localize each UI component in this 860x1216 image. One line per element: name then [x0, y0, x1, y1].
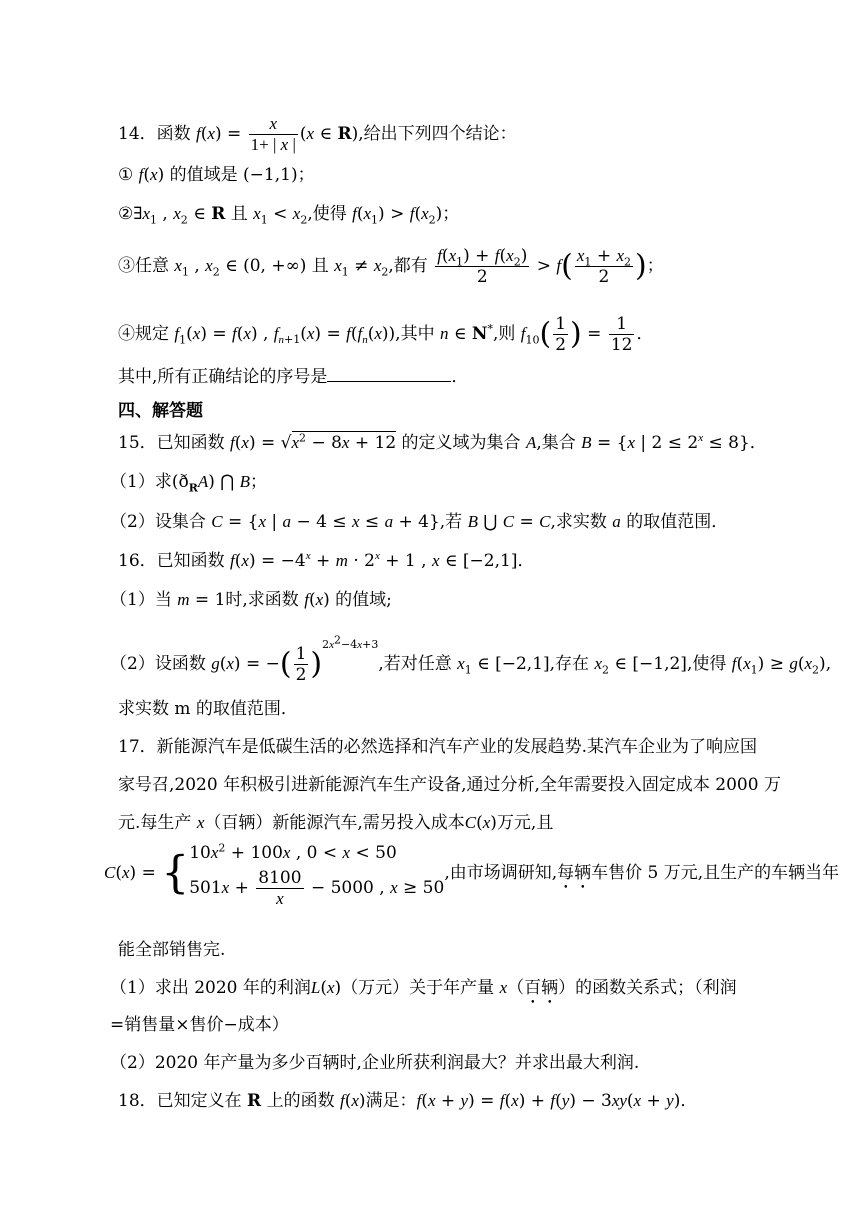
- q14-conclusion-4: ④规定 $f_1(x) = f(x)$ , $f_{n+1}(x) = f(f_n(x))$,其中 n ∈ N*,则 $f_{10}$( $\frac{1}{2}$ ) = $\frac{1}{12}$ ．: [118, 314, 654, 355]
- q15-part-1: （1）求$(ð_RA)$ ⋂ B；: [110, 472, 268, 495]
- q17-line-3: 元.每生产 x（百辆）新能源汽车,需另投入成本C(x)万元,且: [118, 813, 554, 833]
- section-title: 四、解答题: [118, 401, 203, 421]
- q17-line-5: 能全部销售完.: [118, 940, 226, 960]
- q16-part-2: （2）设函数 g(x) = −( $\frac{1}{2}$ )$^{2x^2-4x+3}$,若对任意 $x_1$ ∈ [−2,1],存在 $x_2$ ∈ [−1,2],使得 $f(x_1) \ge g(x_2)$,: [110, 633, 832, 685]
- q17-line-2: 家号召,2020 年积极引进新能源汽车生产设备,通过分析,全年需要投入固定成本 2000 万: [118, 775, 781, 795]
- q14-fraction: $\frac{x}{1+ | x |}$: [250, 114, 296, 154]
- q16-part-1: （1）当 m = 1时,求函数 f(x) 的值域;: [110, 590, 392, 610]
- q16-stem: 16．已知函数 $f(x) = -4^x + m \cdot 2^x + 1$ , x ∈ [−2,1]．: [118, 550, 535, 571]
- q15-part-2: （2）设集合 C = {x | a − 4 ≤ x ≤ a + 4},若 B ⋃ C = C,求实数 a 的取值范围．: [110, 512, 729, 532]
- q18-stem: 18．已知定义在 R 上的函数 f(x)满足：f(x + y) = f(x) + f(y) − 3xy(x + y)．: [118, 1091, 698, 1111]
- q17-part-2: （2）2020 年产量为多少百辆时,企业所获利润最大？并求出最大利润.: [110, 1053, 640, 1073]
- q14-conclusion-3: ③任意 $x_1$ , $x_2$ ∈ (0, +∞) 且 $x_1 \ne x_2$,都有 $\frac{f(x_1) + f(x_2)}{2}$ > f( $\frac{x_1 + x_2}{2}$ )；: [118, 246, 664, 287]
- q17-part-1-cont: =销售量×售价−成本）: [110, 1015, 289, 1035]
- q17-piecewise: C(x) = { $10x^2 + 100x$ , 0 < x < 50 501x + $\frac{8100}{x}$ − 5000 , x ≥ 50 ,由市场调研知,每辆车售价 5 万元,且生产的车辆当年: [104, 841, 840, 908]
- q14-closing: 其中,所有正确结论的序号是 ．: [118, 367, 469, 387]
- q14-conclusion-1: ① f(x) 的值域是 (−1,1)；: [118, 165, 315, 185]
- q15-stem: 15．已知函数 $f(x) = √x^2 - 8x + 12$ 的定义域为集合 A,集合 B = {x | $2 \le 2^x \le 8$}．: [118, 431, 767, 453]
- q14-number: 14．: [118, 124, 157, 144]
- q16-part-2-cont: 求实数 m 的取值范围．: [118, 699, 298, 719]
- q17-line-1: 17．新能源汽车是低碳生活的必然选择和汽车产业的发展趋势.某汽车企业为了响应国: [118, 737, 758, 757]
- q14-conclusion-2: $②\exists x_1$ , $x_2$ ∈ R 且 $x_1 < x_2$,使得 $f(x_1) > f(x_2)$；: [118, 204, 460, 227]
- answer-blank[interactable]: [327, 365, 451, 382]
- q17-part-1: （1）求出 2020 年的利润L(x)（万元）关于年产量 x（百辆）的函数关系式；（利润: [110, 978, 737, 998]
- q14-intro: 14．函数 f(x) = $\frac{x}{1+ | x |}$ (x ∈ R),给出下列四个结论：: [118, 114, 517, 154]
